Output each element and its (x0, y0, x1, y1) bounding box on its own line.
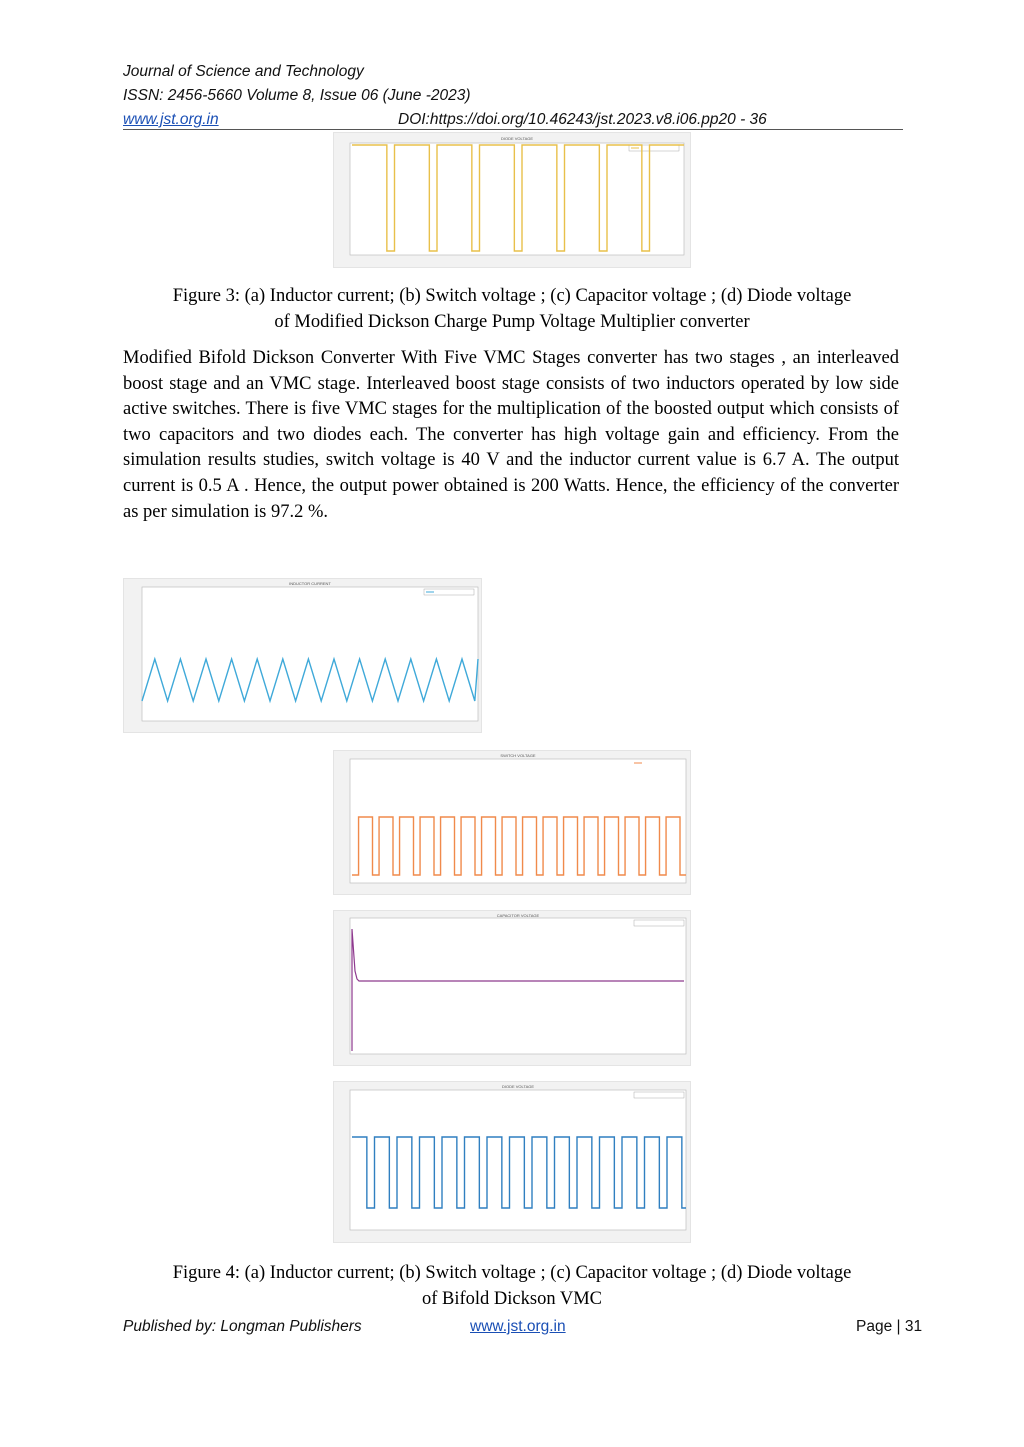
plot-area (142, 587, 478, 721)
doi-line: DOI:https://doi.org/10.46243/jst.2023.v8.i06.pp20 - 36 (398, 111, 767, 128)
plot-area (350, 759, 686, 883)
plot-area (350, 1090, 686, 1230)
plot-area (350, 143, 684, 255)
figure4-caption-line1: Figure 4: (a) Inductor current; (b) Switch voltage ; (c) Capacitor voltage ; (d) Diode voltage (172, 1263, 852, 1283)
figure4-capacitor-voltage-plot (333, 910, 691, 1066)
issn-line: ISSN: 2456-5660 Volume 8, Issue 06 (June -2023) (123, 87, 471, 104)
page-number: Page | 31 (856, 1318, 923, 1335)
header-rule (123, 129, 903, 130)
footer-website-link[interactable]: www.jst.org.in (470, 1318, 566, 1335)
figure4-switch-voltage-plot (333, 750, 691, 895)
legend-box (634, 1092, 684, 1098)
plot-title: DIODE VOLTAGE (501, 1084, 535, 1089)
figure3-caption-line2: of Modified Dickson Charge Pump Voltage Multiplier converter (274, 312, 750, 332)
plot-title: SWITCH VOLTAGE (500, 753, 536, 758)
figure3-caption-line1: Figure 3: (a) Inductor current; (b) Switch voltage ; (c) Capacitor voltage ; (d) Diode voltage (172, 286, 852, 306)
journal-title: Journal of Science and Technology (123, 63, 364, 80)
plot-title: INDUCTOR CURRENT (289, 581, 331, 586)
figure4-diode-voltage-plot (333, 1081, 691, 1243)
body-paragraph: Modified Bifold Dickson Converter With Five VMC Stages converter has two stages , an interleaved boost stage and an VMC stage. Interleaved boost stage consists of two inductors operated by low side active switches. There is five VMC stages for the multiplication of the boosted output which consists of two capacitors and two diodes each. The converter has high voltage gain and efficiency. From the simulation results studies, switch voltage is 40 V and the inductor current value is 6.7 A. The output current is 0.5 A . Hence, the output power obtained is 200 Watts. Hence, the efficiency of the converter as per simulation is 97.2 %. (123, 348, 899, 522)
plot-title: CAPACITOR VOLTAGE (496, 913, 540, 918)
figure4-caption-line2: of Bifold Dickson VMC (421, 1289, 603, 1309)
figure4a-svg (124, 579, 481, 732)
footer-publisher: Published by: Longman Publishers (123, 1318, 362, 1335)
figure3-plot-svg (334, 133, 690, 267)
header-website-link[interactable]: www.jst.org.in (123, 111, 219, 128)
plot-area (350, 918, 686, 1054)
footer-website-wrap (470, 1318, 566, 1336)
plot-title: DIODE VOLTAGE (500, 136, 534, 141)
figure3-diode-voltage-plot (333, 132, 691, 268)
legend-box (634, 920, 684, 926)
figure4d-svg (334, 1082, 690, 1242)
figure4-inductor-current-plot (123, 578, 482, 733)
figure4b-svg (334, 751, 690, 894)
figure4c-svg (334, 911, 690, 1065)
header-website-wrap (123, 111, 219, 129)
